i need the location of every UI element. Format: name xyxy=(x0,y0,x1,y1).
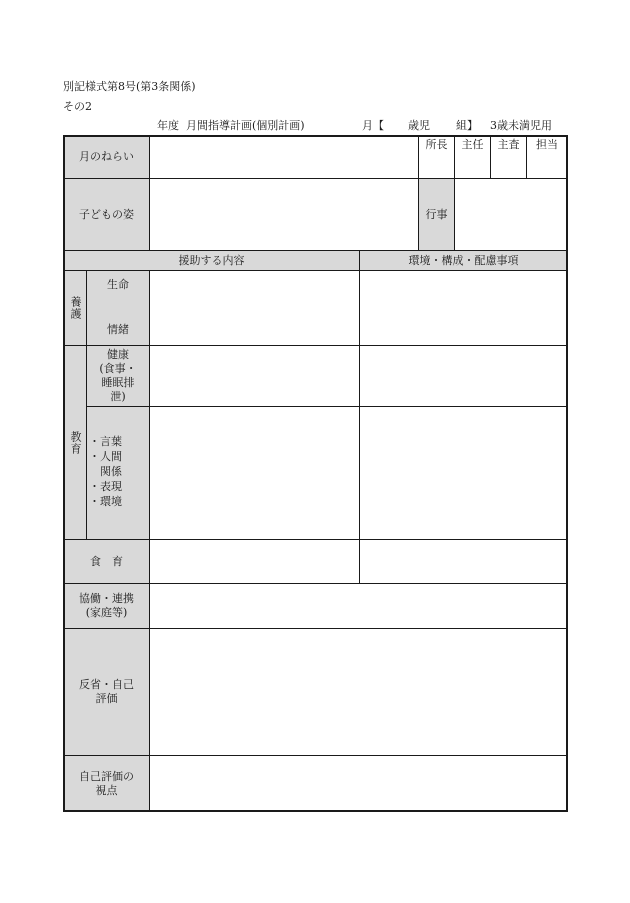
reflection-field[interactable] xyxy=(149,628,568,756)
areas-support-field[interactable] xyxy=(149,406,360,540)
title-month: 月【 xyxy=(362,119,384,132)
reflection-label xyxy=(63,628,150,756)
monthly-aim-text: 月のねらい xyxy=(79,150,134,163)
stamp-box-charge[interactable] xyxy=(526,135,568,179)
areas-label xyxy=(86,406,150,540)
cooperation-field[interactable] xyxy=(149,583,568,629)
reflection-text: 反省・自己 評価 xyxy=(79,678,134,705)
health-text: 健康 (食事・ 睡眠排 泄) xyxy=(99,348,137,403)
shokuiku-text: 食 育 xyxy=(90,554,123,568)
areas-environment-field[interactable] xyxy=(359,406,568,540)
stamp-box-chief[interactable] xyxy=(454,135,491,179)
child-state-text: 子どもの姿 xyxy=(79,207,134,221)
yougo-label xyxy=(63,270,87,346)
support-content-header xyxy=(63,250,360,271)
sub-number: その2 xyxy=(63,100,92,113)
title-year: 年度 xyxy=(157,119,179,132)
title-target: 3歳未満児用 xyxy=(490,119,552,132)
stamp-label-inspector: 主査 xyxy=(497,138,520,151)
self-eval-view-field[interactable] xyxy=(149,755,568,812)
areas-text: ・言葉 ・人間 関係 ・表現 ・環境 xyxy=(89,435,122,508)
self-eval-view-text: 自己評価の 視点 xyxy=(79,769,134,797)
emotion-text: 情緒 xyxy=(107,323,129,336)
shokuiku-label xyxy=(63,539,150,584)
form-number: 別記様式第8号(第3条関係) xyxy=(63,80,196,93)
yougo-environment-field[interactable] xyxy=(359,270,568,346)
health-support-field[interactable] xyxy=(149,345,360,407)
environment-text: 環境・構成・配慮事項 xyxy=(408,253,519,267)
title-class: 組】 xyxy=(456,119,478,132)
monthly-plan-form xyxy=(63,135,568,812)
kyouiku-label xyxy=(63,345,87,540)
life-emotion-label xyxy=(86,270,150,346)
events-text: 行事 xyxy=(425,207,448,221)
environment-header xyxy=(359,250,568,271)
title-age: 歳児 xyxy=(408,119,430,132)
cooperation-text: 協働・連携 (家庭等) xyxy=(79,592,134,619)
shokuiku-environment-field[interactable] xyxy=(359,539,568,584)
stamp-label-charge: 担当 xyxy=(536,138,558,151)
health-label xyxy=(86,345,150,407)
life-text: 生命 xyxy=(107,278,129,291)
cooperation-label xyxy=(63,583,150,629)
health-environment-field[interactable] xyxy=(359,345,568,407)
kyouiku-text: 教育 xyxy=(69,430,82,455)
child-state-label xyxy=(63,178,150,251)
yougo-support-field[interactable] xyxy=(149,270,360,346)
self-eval-view-label xyxy=(63,755,150,812)
child-state-field[interactable] xyxy=(149,178,419,251)
stamp-box-inspector[interactable] xyxy=(490,135,527,179)
stamp-label-chief: 主任 xyxy=(461,138,484,151)
monthly-aim-label xyxy=(63,135,150,179)
title-plan: 月間指導計画(個別計画) xyxy=(186,119,305,132)
yougo-text: 養護 xyxy=(69,296,82,320)
shokuiku-support-field[interactable] xyxy=(149,539,360,584)
support-content-text: 援助する内容 xyxy=(178,253,245,267)
events-field[interactable] xyxy=(454,178,568,251)
monthly-aim-field[interactable] xyxy=(149,135,419,179)
stamp-label-director: 所長 xyxy=(425,138,448,151)
events-label xyxy=(418,178,455,251)
stamp-box-director[interactable] xyxy=(418,135,455,179)
